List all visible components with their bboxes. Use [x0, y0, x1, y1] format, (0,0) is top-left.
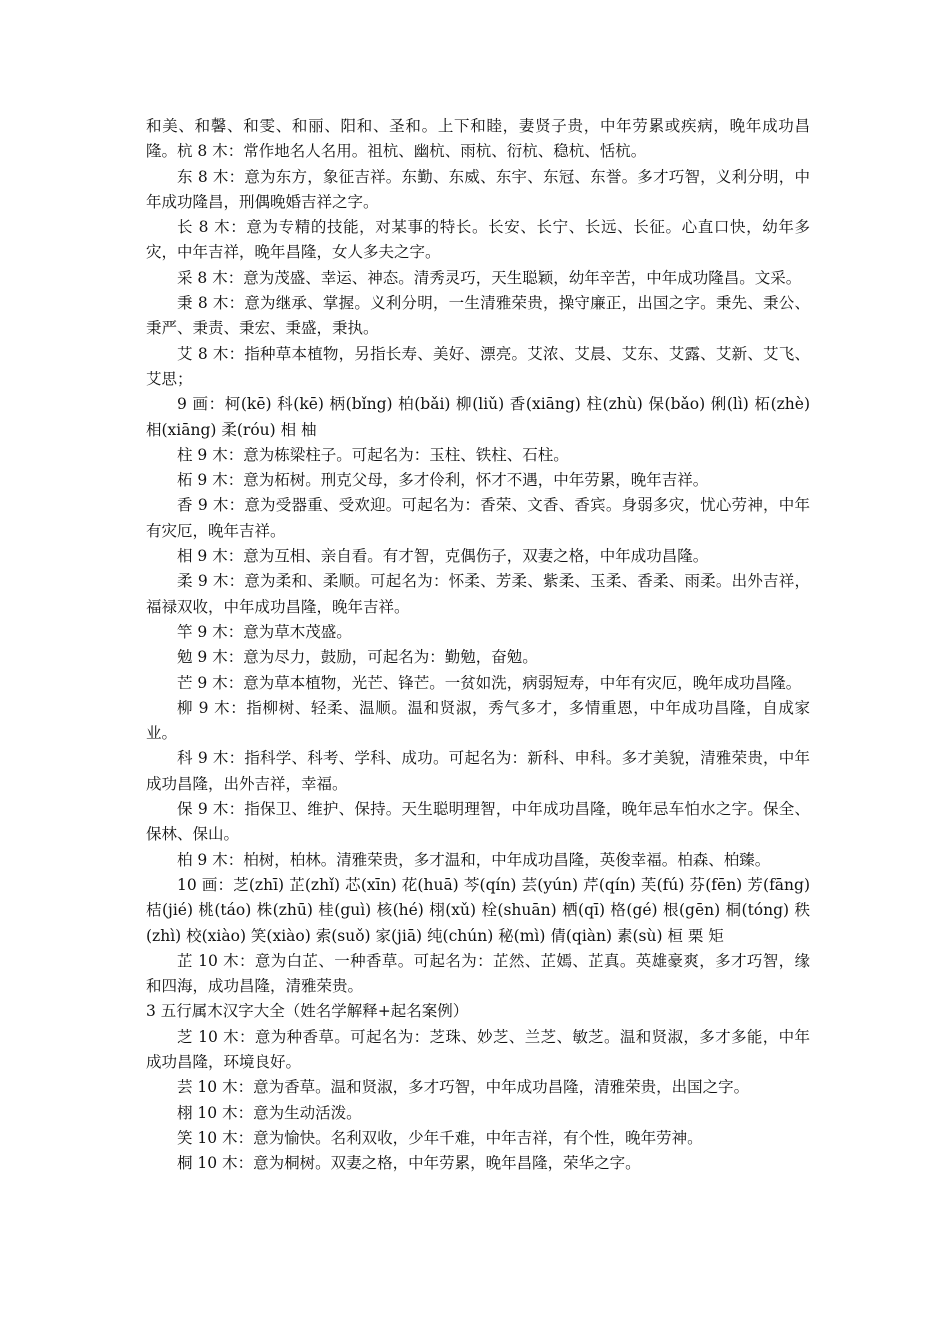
paragraph-xu: 栩 10 木：意为生动活泼。: [177, 1103, 362, 1122]
paragraph-chang: 长 8 木：意为专精的技能，对某事的特长。长安、长宁、长远、长征。心直口快，幼年多灾，中年吉祥，晚年昌隆，女人多夫之字。: [146, 218, 810, 262]
paragraph-mang: 芒 9 木：意为草本植物，光芒、锋芒。一贫如洗，病弱短寿，中年有灾厄，晚年成功昌隆。: [177, 673, 802, 692]
paragraph-rou: 柔 9 木：意为柔和、柔顺。可起名为：怀柔、芳柔、紫柔、玉柔、香柔、雨柔。出外吉祥，福禄双收，中年成功昌隆，晚年吉祥。: [146, 572, 810, 616]
paragraph-bai: 柏 9 木：柏树，柏林。清雅荣贵，多才温和，中年成功昌隆，英俊幸福。柏森、柏臻。: [177, 850, 771, 869]
paragraph-xiang-fragrance: 香 9 木：意为受器重、受欢迎。可起名为：香荣、文香、香宾。身弱多灾，忧心劳神，中年有灾厄，晚年吉祥。: [146, 496, 810, 540]
paragraph-yun: 芸 10 木：意为香草。温和贤淑，多才巧智，中年成功昌隆，清雅荣贵，出国之字。: [177, 1078, 750, 1097]
paragraph-liu: 柳 9 木：指柳树、轻柔、温顺。温和贤淑，秀气多才，多情重恩，中年成功昌隆，自成家业。: [146, 698, 810, 743]
paragraph-xiao: 笑 10 木：意为愉快。名利双收，少年千难，中年吉祥，有个性，晚年劳神。: [177, 1128, 703, 1147]
paragraph-zhu: 柱 9 木：意为栋梁柱子。可起名为：玉柱、铁柱、石柱。: [177, 445, 569, 464]
paragraph-ke: 科 9 木：指科学、科考、学科、成功。可起名为：新科、申科。多才美貌，清雅荣贵，中年成功昌隆，出外吉祥，幸福。: [146, 749, 810, 793]
paragraph-he: 和美、和馨、和雯、和丽、阳和、圣和。上下和睦，妻贤子贵，中年劳累或疾病，晚年成功昌隆。杭 8 木：常作地名人名用。祖杭、幽杭、雨杭、衍杭、稳杭、恬杭。: [146, 117, 810, 161]
section-heading: 3 五行属木汉字大全（姓名学解释+起名案例）: [146, 1002, 469, 1021]
document-page: [146, 114, 810, 1176]
paragraph-xiang-mutual: 相 9 木：意为互相、亲自看。有才智，克偶伤子，双妻之格，中年成功昌隆。: [177, 547, 709, 566]
paragraph-zhi-herb: 芝 10 木：意为种香草。可起名为：芝珠、妙芝、兰芝、敏芝。温和贤淑，多才多能，中年成功昌隆，环境良好。: [146, 1027, 810, 1071]
paragraph-ai: 艾 8 木：指种草本植物，另指长寿、美好、漂亮。艾浓、艾晨、艾东、艾露、艾新、艾飞、艾思；: [146, 344, 810, 388]
paragraph-zhe: 柘 9 木：意为柘树。刑克父母，多才伶利，怀才不遇，中年劳累，晚年吉祥。: [177, 471, 709, 490]
paragraph-bing: 秉 8 木：意为继承、掌握。义利分明，一生清雅荣贵，操守廉正，出国之字。秉先、秉公、秉严、秉责、秉宏、秉盛，秉执。: [146, 294, 810, 338]
paragraph-gan: 竿 9 木：意为草木茂盛。: [177, 622, 352, 641]
stroke-9-char-list: 9 画：柯(kē) 科(kē) 柄(bǐng) 柏(bǎi) 柳(liǔ) 香(xiāng) 柱(zhù) 保(bǎo) 俐(lì) 柘(zhè) 相(xiāng) 柔(róu) 相 柚: [146, 395, 810, 439]
paragraph-dong: 东 8 木：意为东方，象征吉祥。东勤、东威、东宇、东冠、东誉。多才巧智，义利分明，中年成功隆昌，刑偶晚婚吉祥之字。: [146, 167, 810, 211]
paragraph-zhi-angelica: 芷 10 木：意为白芷、一种香草。可起名为：芷然、芷嫣、芷真。英雄豪爽，多才巧智，缘和四海，成功昌隆，清雅荣贵。: [146, 951, 810, 996]
paragraph-bao: 保 9 木：指保卫、维护、保持。天生聪明理智，中年成功昌隆，晚年忌车怕水之字。保全、保林、保山。: [146, 800, 810, 844]
paragraph-tong: 桐 10 木：意为桐树。双妻之格，中年劳累，晚年昌隆，荣华之字。: [177, 1154, 641, 1173]
paragraph-mian: 勉 9 木：意为尽力，鼓励，可起名为：勤勉，奋勉。: [177, 648, 538, 667]
stroke-10-char-list: 10 画：芝(zhī) 芷(zhǐ) 芯(xīn) 花(huā) 芩(qín) 芸(yún) 芹(qín) 芙(fú) 芬(fēn) 芳(fāng) 桔(jié) 桃(táo) 株(zhū) 桂(guì) 核(hé) 栩(xǔ) 栓(shuān) 栖(qī) 格(gé) 根(gēn) 桐(tóng) 秩(zhì) 校(xiào) 笑(xiào) 索(suǒ) 家(jiā) 纯(chún) 秘(mì) 倩(qiàn) 素(sù) 桓 栗 矩: [146, 875, 810, 945]
paragraph-cai: 采 8 木：意为茂盛、幸运、神态。清秀灵巧，天生聪颖，幼年辛苦，中年成功隆昌。文采。: [177, 268, 802, 287]
